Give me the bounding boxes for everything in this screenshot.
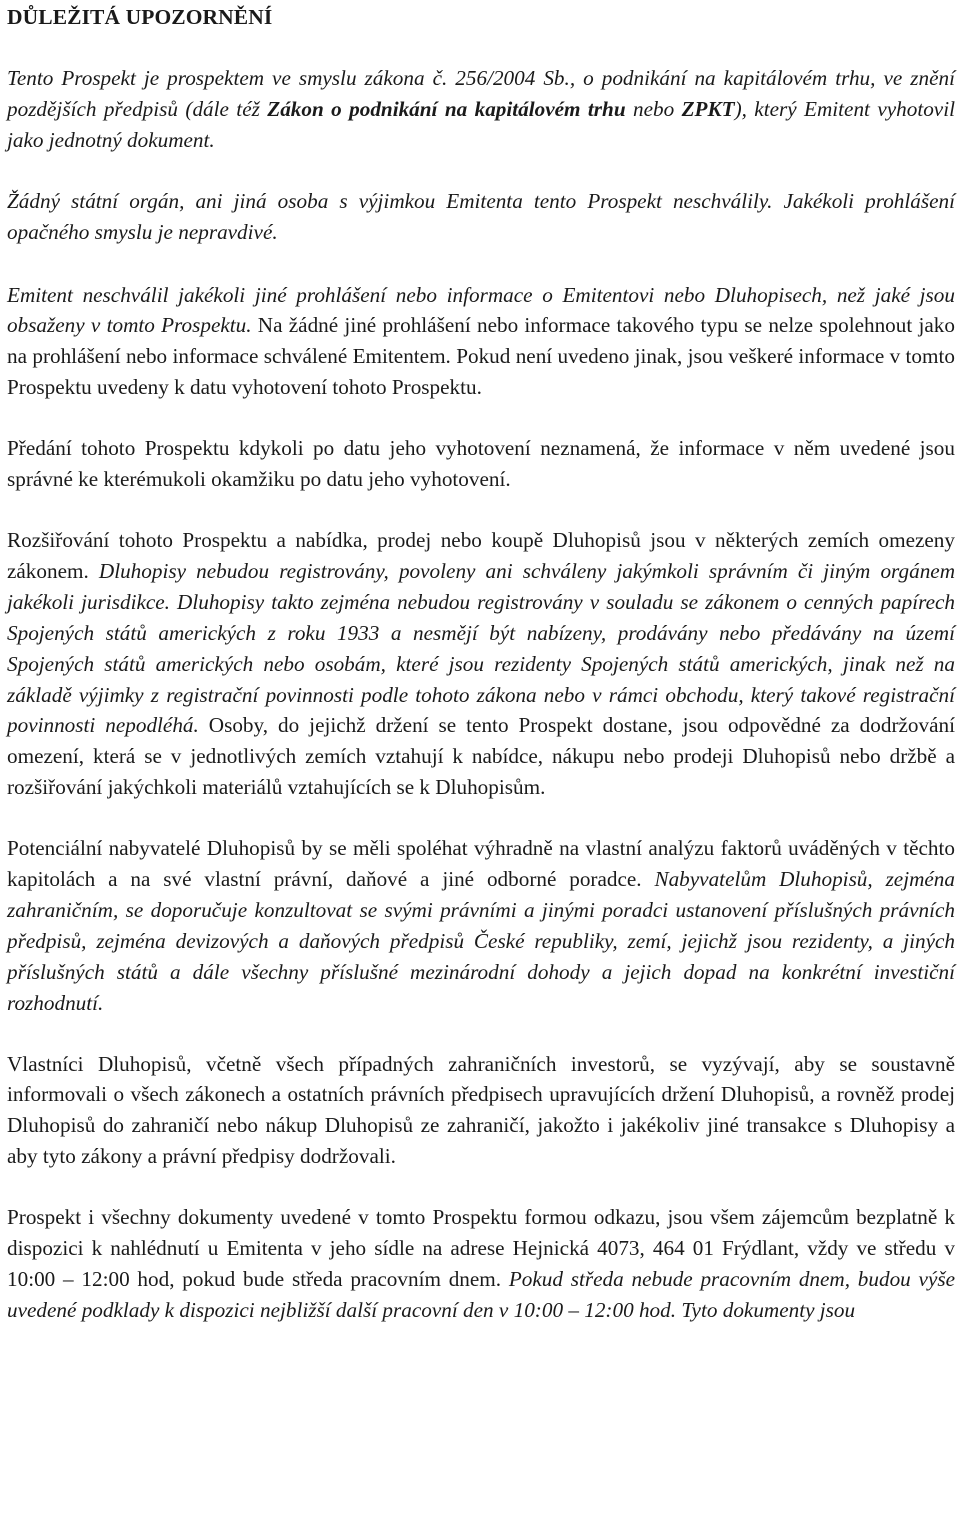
p5-text-c: Osoby, do jejichž držení se tento Prospekt dostane, jsou odpovědné za dodržování omezení, která se v jednotlivých zemích vztahují k nabídce, nákupu nebo prodeji Dluhopisů nebo držbě a rozšiřování jakýchkoli materiálů vztahujících se k Dluhopisům. [7, 713, 955, 800]
paragraph-delivery: Předání tohoto Prospektu kdykoli po datu jeho vyhotovení neznamená, že informace v něm uvedené jsou správné ke kterémukoli okamžiku po datu jeho vyhotovení. [7, 436, 955, 492]
p5-text-b: Dluhopisy nebudou registrovány, povoleny ani schváleny jakýmkoli správním či jiným orgánem jakékoli jurisdikce. Dluhopisy takto zejména nebudou registrovány v souladu se zákonem o cenných papírech Spojených států amerických z roku 1933 a nesmějí být nabízeny, prodávány nebo předávány na území Spojených států amerických nebo osobám, které jsou rezidenty Spojených států amerických, jinak než na základě výjimky z registrační povinnosti podle tohoto zákona nebo v rámci obchodu, který takové registrační povinnosti nepodléhá. [7, 558, 955, 738]
paragraph-prospectus-definition [7, 63, 955, 156]
p6-text-b: Nabyvatelům Dluhopisů, zejména zahraničním, se doporučuje konzultovat se svými právními a jinými poradci ustanovení příslušných právních předpisů, zejména devizových a daňových předpisů České republiky, zemí, jejichž jsou rezidenty, a jiných příslušných států a dále všechny příslušné mezinárodní dohody a jejich dopad na konkrétní investiční rozhodnutí. [7, 867, 955, 1015]
p1-text-a: Tento Prospekt je prospektem ve smyslu zákona č. 256/2004 Sb., o podnikání na kapitálovém trhu, ve znění pozdějších předpisů (dále též [7, 66, 955, 121]
p3-text-a: Emitent neschválil jakékoli jiné prohlášení nebo informace o Emitentovi nebo Dluhopisech, než jaké jsou obsaženy v tomto Prospektu. [7, 282, 955, 338]
paragraph-own-analysis [7, 833, 955, 1018]
p1-text-c: nebo [625, 96, 682, 121]
paragraph-owners-obligations: Vlastníci Dluhopisů, včetně všech případných zahraničních investorů, se vyzývají, aby se soustavně informovali o všech zákonech a ostatních právních předpisech upravujících držení Dluhopisů, a rovněž prodej Dluhopisů do zahraničí nebo nákup Dluhopisů ze zahraničí, jakožto i jakékoliv jiné transakce s Dluhopisy a aby tyto zákony a právní předpisy dodržovali. [7, 1051, 955, 1169]
paragraph-emitent-statements [7, 280, 955, 404]
document-page [7, 0, 955, 1326]
paragraph-no-approval: Žádný státní orgán, ani jiná osoba s výjimkou Emitenta tento Prospekt neschválily. Jakékoli prohlášení opačného smyslu je nepravdivé. [7, 188, 955, 244]
paragraph-distribution-restrictions [7, 525, 955, 803]
p8-text-a: Prospekt i všechny dokumenty uvedené v tomto Prospektu formou odkazu, jsou všem zájemcům bezplatně k dispozici k nahlédnutí u Emitenta v jeho sídle na adrese Hejnická 4073, 464 01 Frýdlant, vždy ve středu v 10:00 – 12:00 hod, pokud bude středa pracovním dnem. [7, 1205, 955, 1291]
p8-text-b: Pokud středa nebude pracovním dnem, budou výše uvedené podklady k dispozici nejbližší další pracovní den v 10:00 – 12:00 hod. Tyto dokumenty jsou [7, 1267, 956, 1322]
p1-defined-term-zpkt: ZPKT [681, 96, 735, 121]
p6-text-a: Potenciální nabyvatelé Dluhopisů by se měli spoléhat výhradně na vlastní analýzu faktorů uváděných v těchto kapitolách a na své vlastní právní, daňové a jiné odborné poradce. [7, 836, 955, 892]
p5-text-a: Rozšiřování tohoto Prospektu a nabídka, prodej nebo koupě Dluhopisů jsou v některých zemích omezeny zákonem. [7, 527, 955, 583]
p1-text-e: ), který Emitent vyhotovil jako jednotný dokument. [7, 96, 955, 152]
p3-text-b: Na žádné jiné prohlášení nebo informace takového typu se nelze spolehnout jako na prohlášení nebo informace schválené Emitentem. Pokud není uvedeno jinak, jsou veškeré informace v tomto Prospektu uvedeny k datu vyhotovení tohoto Prospektu. [7, 313, 955, 400]
section-heading: DŮLEŽITÁ UPOZORNĚNÍ [7, 5, 273, 29]
paragraph-documents-availability [7, 1202, 955, 1326]
p1-defined-term-zakon: Zákon o podnikání na kapitálovém trhu [267, 96, 626, 121]
